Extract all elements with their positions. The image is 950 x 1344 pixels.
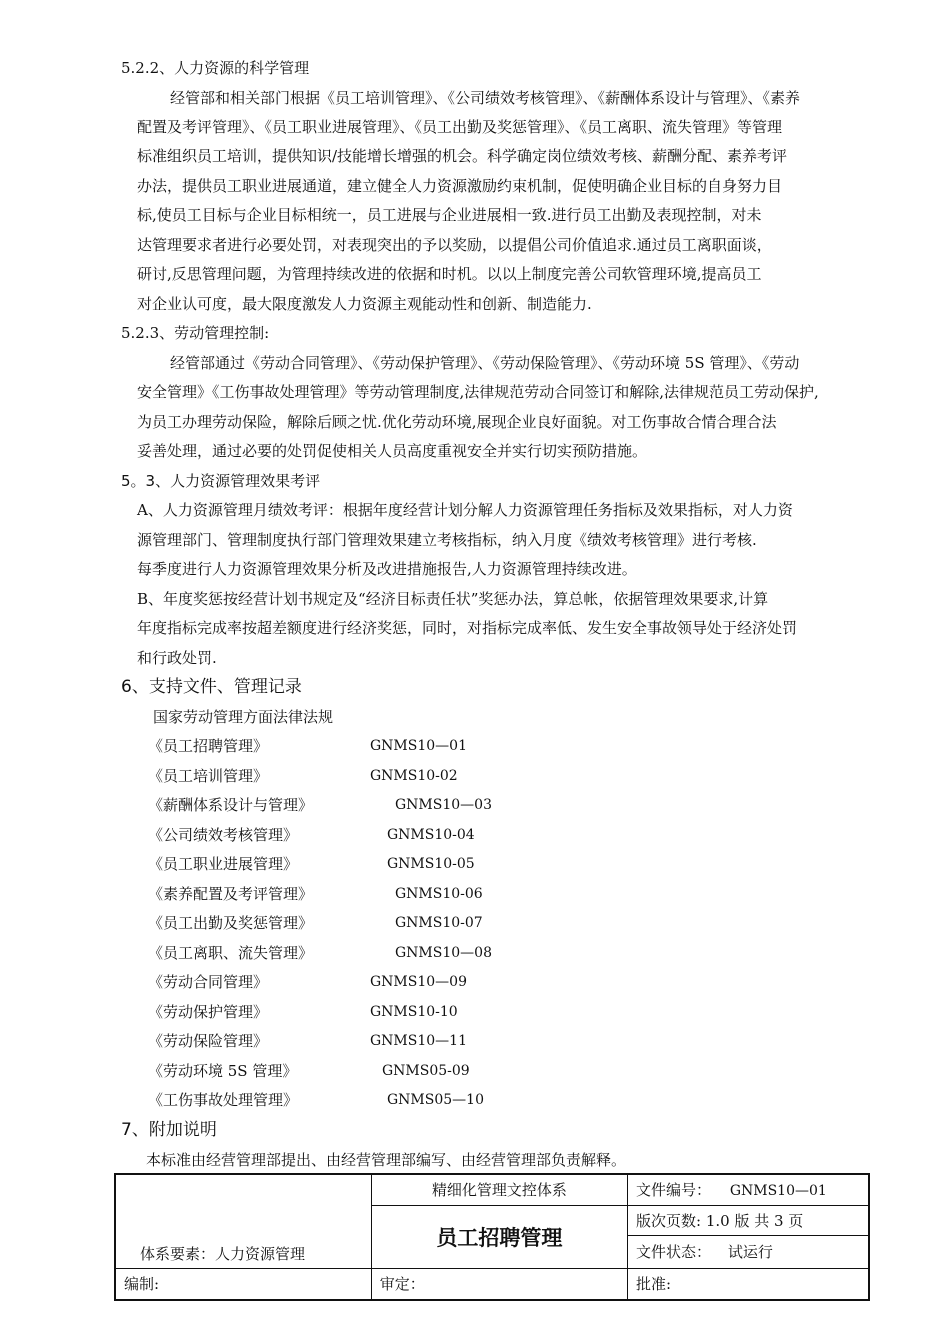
- section-5-2-3-line-1: 经管部通过《劳动合同管理》、《劳动保护管理》、《劳动保险管理》、《劳动环境 5S 管理》、《劳动: [170, 354, 800, 372]
- doc-name: 《员工离职、流失管理》: [148, 944, 314, 962]
- doc-code: GNMS10—08: [395, 945, 492, 961]
- doc-name: 《员工招聘管理》: [148, 737, 269, 755]
- section-7-note: 本标准由经营管理部提出、由经营管理部编写、由经营管理部负责解释。: [146, 1151, 627, 1169]
- system-element: 体系要素：人力资源管理: [115, 1235, 371, 1268]
- section-6-heading: 6、支持文件、管理记录: [121, 677, 302, 697]
- doc-code: GNMS10—01: [370, 738, 467, 754]
- section-5-2-2-heading: 5.2.2、人力资源的科学管理: [121, 59, 310, 77]
- doc-name: 《员工出勤及奖惩管理》: [148, 914, 314, 932]
- reviewed-by: 审定：: [371, 1268, 627, 1300]
- doc-name: 《劳动保险管理》: [148, 1032, 269, 1050]
- doc-code: GNMS10—09: [370, 974, 467, 990]
- doc-code: GNMS10-06: [395, 886, 483, 902]
- status-cell: [628, 1235, 869, 1268]
- section-5-3-line-1: A、人力资源管理月绩效考评：根据年度经营计划分解人力资源管理任务指标及效果指标，对人力资: [137, 501, 793, 519]
- section-7-heading: 7、附加说明: [121, 1120, 217, 1140]
- doc-code: GNMS10-04: [387, 827, 475, 843]
- doc-code: GNMS10-07: [395, 915, 483, 931]
- section-5-3-line-4: B、年度奖惩按经营计划书规定及“经济目标责任状”奖惩办法，算总帐，依据管理效果要求,计算: [137, 590, 769, 608]
- section-5-2-2-line-1: 经管部和相关部门根据《员工培训管理》、《公司绩效考核管理》、《薪酬体系设计与管理》、《素养: [170, 89, 801, 107]
- doc-number-cell: [628, 1174, 869, 1205]
- doc-number: GNMS10—01: [729, 1183, 827, 1200]
- section-5-2-2-line-3: 标准组织员工培训，提供知识/技能增长增强的机会。科学确定岗位绩效考核、薪酬分配、素养考评: [137, 147, 788, 165]
- approved-by: 批准:: [628, 1268, 869, 1300]
- section-5-2-2-line-7: 研讨,反思管理问题，为管理持续改进的依据和时机。以以上制度完善公司软管理环境,提高员工: [137, 265, 762, 283]
- section-5-3-heading: 5。3、人力资源管理效果考评: [121, 472, 321, 490]
- doc-code: GNMS10-05: [387, 856, 475, 872]
- blank-cell: [115, 1174, 371, 1235]
- doc-name: 《员工培训管理》: [148, 767, 269, 785]
- doc-name: 《工伤事故处理管理》: [148, 1091, 299, 1109]
- section-5-2-3-heading: 5.2.3、劳动管理控制:: [121, 324, 270, 342]
- doc-code: GNMS10—03: [395, 797, 492, 813]
- doc-number-label: 文件编号：: [636, 1181, 712, 1200]
- section-5-3-line-2: 源管理部门、管理制度执行部门管理效果建立考核指标，纳入月度《绩效考核管理》进行考核.: [137, 531, 757, 549]
- section-5-2-2-line-5: 标,使员工目标与企业目标相统一，员工进展与企业进展相一致.进行员工出勤及表现控制，对未: [137, 206, 762, 224]
- doc-name: 《公司绩效考核管理》: [148, 826, 299, 844]
- document-control-table: [114, 1173, 870, 1301]
- section-5-2-3-line-4: 妥善处理，通过必要的处罚促使相关人员高度重视安全并实行切实预防措施。: [137, 442, 648, 460]
- doc-code: GNMS05-09: [382, 1063, 470, 1079]
- doc-name: 《素养配置及考评管理》: [148, 885, 314, 903]
- section-5-2-3-line-2: 安全管理》《工伤事故处理管理》等劳动管理制度,法律规范劳动合同签订和解除,法律规范员工劳动保护,: [137, 383, 819, 401]
- section-5-2-2-line-4: 办法，提供员工职业进展通道，建立健全人力资源激励约束机制，促使明确企业目标的自身努力目: [137, 177, 783, 195]
- doc-code: GNMS10-10: [370, 1004, 458, 1020]
- doc-name: 《劳动保护管理》: [148, 1003, 269, 1021]
- status-value: 试运行: [727, 1243, 773, 1261]
- section-5-3-line-3: 每季度进行人力资源管理效果分析及改进措施报告,人力资源管理持续改进。: [137, 560, 637, 578]
- section-5-2-3-line-3: 为员工办理劳动保险，解除后顾之忧.优化劳动环境,展现企业良好面貌。对工伤事故合情合理合法: [137, 413, 777, 431]
- section-5-2-2-line-2: 配置及考评管理》、《员工职业进展管理》、《员工出勤及奖惩管理》、《员工离职、流失管理》等管理: [137, 118, 783, 136]
- doc-code: GNMS10-02: [370, 768, 458, 784]
- doc-name: 《员工职业进展管理》: [148, 855, 299, 873]
- section-5-2-2-line-6: 达管理要求者进行必要处罚，对表现突出的予以奖励，以提倡公司价值追求.通过员工离职面谈，: [137, 236, 772, 254]
- compiled-by: 编制:: [115, 1268, 371, 1300]
- status-label: 文件状态：: [636, 1243, 712, 1261]
- doc-name: 《劳动合同管理》: [148, 973, 269, 991]
- doc-name: 《薪酬体系设计与管理》: [148, 796, 314, 814]
- section-5-3-line-6: 和行政处罚.: [137, 649, 217, 667]
- doc-name: 《劳动环境 5S 管理》: [148, 1062, 298, 1080]
- doc-code: GNMS05—10: [387, 1092, 484, 1108]
- document-title: 员工招聘管理: [371, 1205, 627, 1268]
- doc-code: GNMS10—11: [370, 1033, 467, 1049]
- section-5-3-line-5: 年度指标完成率按超差额度进行经济奖惩，同时，对指标完成率低、发生安全事故领导处于经济处罚: [137, 619, 798, 637]
- system-name: 精细化管理文控体系: [371, 1174, 627, 1205]
- section-6-intro: 国家劳动管理方面法律法规: [153, 708, 334, 726]
- version-pages: 版次页数: 1.0 版 共 3 页: [628, 1205, 869, 1235]
- section-5-2-2-line-8: 对企业认可度，最大限度激发人力资源主观能动性和创新、制造能力.: [137, 295, 592, 313]
